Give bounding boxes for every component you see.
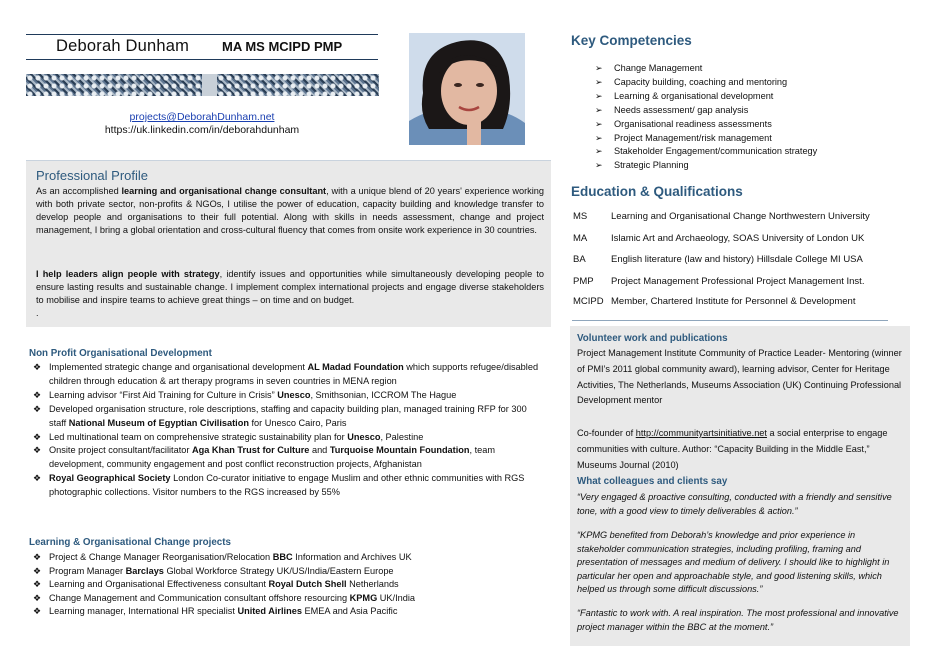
list-item: ➢ Project Management/risk management	[595, 132, 817, 146]
competencies-heading: Key Competencies	[571, 33, 692, 48]
list-item: ❖ Learning manager, International HR specialist United Airlines EMEA and Asia Pacific	[33, 605, 545, 619]
degree-abbr: PMP	[573, 276, 594, 287]
nonprofit-heading: Non Profit Organisational Development	[29, 348, 212, 359]
cofounder-text: Co-founder of http://communityartsinitiative.net a social enterprise to engage communities with culture. Author: “Capacity Building in the Middle East,” Museums Journal (2010)	[577, 428, 888, 470]
volunteer-text: Project Management Institute Community of Practice Leader- Mentoring (winner of PMI’s 2011 global community award), learning advisor, Center for Heritage Activities, The Netherlands, Museums Association (UK) Continuing Professional Development mentor	[577, 348, 902, 406]
list-item: ❖ Learning and Organisational Effectiveness consultant Royal Dutch Shell Netherlands	[33, 578, 545, 592]
diamond-bullet-icon: ❖	[33, 565, 42, 576]
list-item: ➢ Learning & organisational development	[595, 90, 817, 104]
diamond-bullet-icon: ❖	[33, 431, 42, 442]
nonprofit-list	[33, 361, 545, 500]
arrow-bullet-icon: ➢	[595, 146, 603, 157]
list-item: ❖ Led multinational team on comprehensive strategic sustainability plan for Unesco, Palestine	[33, 431, 545, 445]
diamond-bullet-icon: ❖	[33, 606, 42, 617]
profile-paragraph-1: As an accomplished learning and organisational change consultant, with a unique blend of 20 years' experience working with both private sector, non-profits & NGOs, I utilise the power of education, capacity building and knowledge transfer to develop people and organisations to their full potential. Along with skills in needs assessment, change and project management, I bring a global orientation and cross-cultural fluency that comes from onsite work experience in 30 countries.	[36, 186, 545, 235]
degree-abbr: MCIPD	[573, 296, 604, 307]
arrow-bullet-icon: ➢	[595, 160, 603, 171]
list-item: ➢ Stakeholder Engagement/communication strategy	[595, 145, 817, 159]
testimonials-heading: What colleagues and clients say	[577, 476, 728, 487]
arrow-bullet-icon: ➢	[595, 90, 603, 101]
email-link[interactable]: projects@DeborahDunham.net	[129, 111, 275, 123]
testimonial-quote: “Fantastic to work with. A real inspiration. The most professional and innovative project manager within the BBC at the moment.”	[577, 608, 899, 632]
list-item: ❖ Onsite project consultant/facilitator Aga Khan Trust for Culture and Turquoise Mountain Foundation, team development, community engagement and post conflict reconstruction projects, Afghanistan	[33, 445, 496, 470]
profile-photo	[409, 33, 525, 145]
arrow-bullet-icon: ➢	[595, 63, 603, 73]
community-arts-link[interactable]: http://communityartsinitiative.net	[635, 428, 767, 438]
list-item: ❖ Change Management and Communication consultant offshore resourcing KPMG UK/India	[33, 592, 545, 606]
degree-desc: English literature (law and history) Hillsdale College MI USA	[611, 254, 863, 265]
decorative-mosaic-banner	[26, 74, 202, 96]
testimonial-quote: “Very engaged & proactive consulting, conducted with a friendly and sensitive tone, with a good view to timely deliverables & action.”	[577, 492, 892, 516]
list-item: ❖ Learning advisor “First Aid Training for Culture in Crisis” Unesco, Smithsonian, ICCROM The Hague	[33, 389, 545, 403]
banner-divider	[202, 74, 217, 96]
volunteer-heading: Volunteer work and publications	[577, 333, 728, 344]
degree-desc: Member, Chartered Institute for Personnel & Development	[611, 296, 856, 307]
diamond-bullet-icon: ❖	[33, 473, 42, 484]
change-projects-list	[33, 551, 545, 619]
list-item: ➢ Capacity building, coaching and mentoring	[595, 76, 817, 90]
profile-heading: Professional Profile	[36, 168, 148, 183]
list-item: ❖ Implemented strategic change and organisational development AL Madad Foundation which supports refugee/disabled children through education & art therapy programs in seven countries in MENA region	[33, 362, 539, 386]
degree-desc: Project Management Professional Project Management Inst.	[611, 276, 865, 287]
change-projects-heading: Learning & Organisational Change projects	[29, 537, 231, 548]
arrow-bullet-icon: ➢	[595, 76, 603, 87]
degree-desc: Learning and Organisational Change Northwestern University	[611, 211, 870, 222]
diamond-bullet-icon: ❖	[33, 389, 42, 400]
name-header	[26, 34, 378, 60]
volunteer-testimonials-panel	[570, 326, 910, 646]
degree-abbr: MS	[573, 211, 588, 222]
profile-trailing-dot: .	[36, 308, 39, 318]
arrow-bullet-icon: ➢	[595, 118, 603, 129]
list-item: ➢ Organisational readiness assessments	[595, 118, 817, 132]
list-item: ❖ Developed organisation structure, role descriptions, staffing and capacity building plan, managed training RFP for 300 staff National Museum of Egyptian Civilisation for Unesco Cairo, Paris	[33, 403, 527, 428]
list-item: ➢ Needs assessment/ gap analysis	[595, 104, 817, 118]
diamond-bullet-icon: ❖	[33, 403, 42, 414]
list-item: ➢ Strategic Planning	[595, 159, 817, 173]
candidate-name: Deborah Dunham	[56, 37, 190, 55]
diamond-bullet-icon: ❖	[33, 579, 42, 590]
professional-profile-panel	[26, 160, 551, 327]
linkedin-link[interactable]: https://uk.linkedin.com/in/deborahdunham	[104, 124, 300, 136]
diamond-bullet-icon: ❖	[33, 445, 42, 456]
list-item: ➢ Change Management	[595, 62, 817, 76]
diamond-bullet-icon: ❖	[33, 362, 42, 372]
diamond-bullet-icon: ❖	[33, 552, 42, 562]
competencies-list	[595, 62, 817, 173]
arrow-bullet-icon: ➢	[595, 104, 603, 115]
degree-desc: Islamic Art and Archaeology, SOAS University of London UK	[611, 233, 865, 244]
testimonial-quote: “KPMG benefited from Deborah’s knowledge and prior experience in stakeholder communication strategies, including profiling, framing and presentation of messages and medium of delivery. I should like to highlight in particular her open and approachable style, and good listening skills, which helped us through some difficult discussions.”	[577, 530, 890, 595]
profile-paragraph-2: I help leaders align people with strategy, identify issues and opportunities while simultaneously developing people to ensure lasting results and sustainable change. I implement complex international projects and engage diverse stakeholders to mobilise and inspire teams to achieve great things – on time and on budget.	[36, 269, 544, 305]
diamond-bullet-icon: ❖	[33, 592, 42, 603]
list-item: ❖ Program Manager Barclays Global Workforce Strategy UK/US/India/Eastern Europe	[33, 565, 545, 579]
education-heading: Education & Qualifications	[571, 184, 743, 199]
list-item: ❖ Royal Geographical Society London Co-curator initiative to engage Muslim and other ethnic communities with RGS photographic collections. Visitor numbers to the RGS increased by 55%	[33, 473, 525, 498]
decorative-mosaic-banner-2	[217, 74, 379, 96]
section-divider	[572, 320, 888, 321]
degree-abbr: BA	[573, 254, 586, 265]
arrow-bullet-icon: ➢	[595, 132, 603, 143]
list-item: ❖ Project & Change Manager Reorganisation/Relocation BBC Information and Archives UK	[33, 551, 545, 565]
degree-abbr: MA	[573, 233, 588, 244]
credentials: MA MS MCIPD PMP	[222, 39, 343, 54]
